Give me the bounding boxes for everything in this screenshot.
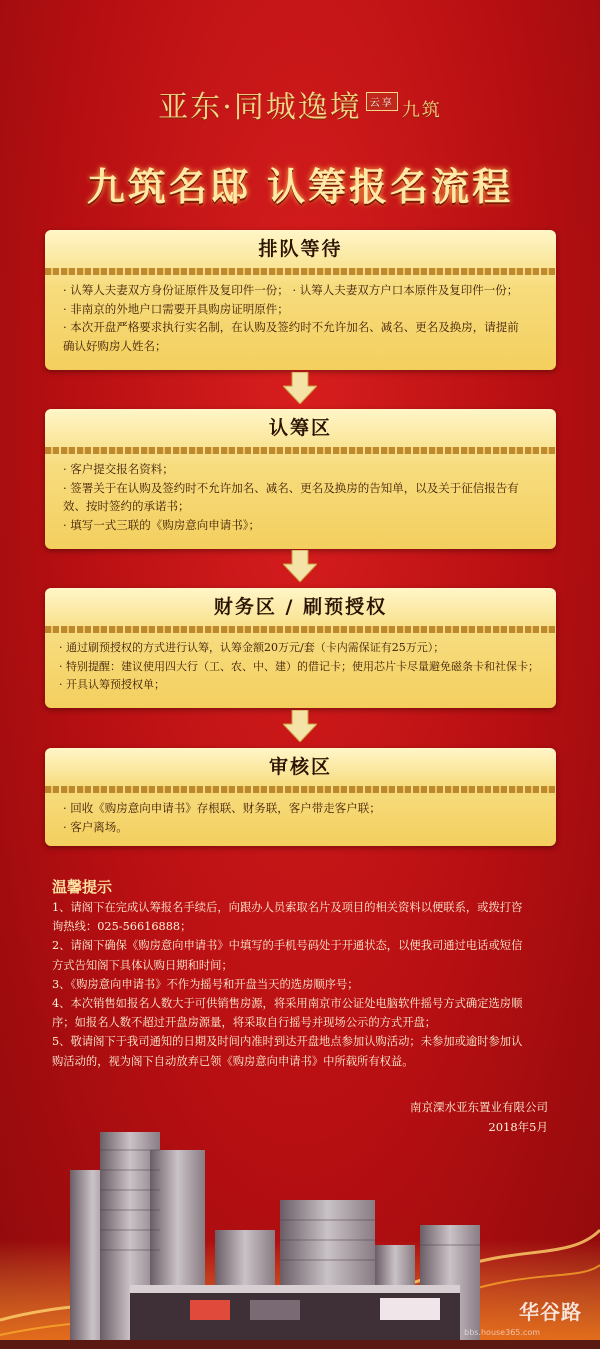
issue-date: 2018年5月 xyxy=(488,1120,548,1134)
step-title: 排队等待 xyxy=(258,238,343,260)
step-line: 确认好购房人姓名； xyxy=(63,338,167,353)
tip-line: 2、请阁下确保《购房意向申请书》中填写的手机号码处于开通状态，以便我司通过电话或短信 xyxy=(52,939,523,953)
building-illustration xyxy=(0,1120,600,1349)
tip-line: 序；如报名人数不超过开盘房源量，将采取自行摇号并现场公示的方式开盘； xyxy=(52,1016,437,1030)
down-arrow-icon xyxy=(283,372,317,404)
brand-seal: 云享 xyxy=(366,92,398,111)
brand-logo xyxy=(0,82,600,126)
panel-divider xyxy=(45,268,556,275)
tip-line: 购活动的，视为阁下自动放弃已领《购房意向申请书》中所载所有权益。 xyxy=(52,1054,414,1068)
panel-divider xyxy=(45,786,556,793)
step-line: 效、按时签约的承诺书； xyxy=(63,499,190,513)
tips-list xyxy=(52,898,552,1071)
tip-line: 4、本次销售如报名人数大于可供销售房源，将采用南京市公证处电脑软件摇号方式确定选房顺 xyxy=(52,997,523,1011)
down-arrow-icon xyxy=(283,710,317,742)
step-line: · 客户离场。 xyxy=(63,819,128,834)
brand-sub: 九筑 xyxy=(401,100,442,121)
step-line: · 特别提醒：建议使用四大行（工、农、中、建）的借记卡；使用芯片卡尽量避免磁条卡和社保卡； xyxy=(59,659,539,673)
step-line: · 非南京的外地户口需要开具购房证明原件； xyxy=(63,301,289,316)
step-body xyxy=(45,793,556,844)
watermark-url: bbs.house365.com xyxy=(464,1328,540,1337)
step-panel-review xyxy=(45,748,556,846)
tip-line: 1、请阁下在完成认筹报名手续后，向跟办人员索取名片及项目的相关资料以便联系，或拨打咨 xyxy=(52,901,523,914)
tip-line: 方式告知阁下具体认购日期和时间； xyxy=(52,958,233,972)
step-panel-registration xyxy=(45,409,556,549)
step-line: · 回收《购房意向申请书》存根联、财务联，客户带走客户联； xyxy=(63,801,381,815)
step-title: 审核区 xyxy=(268,756,332,778)
step-line: · 开具认筹预授权单； xyxy=(59,678,165,691)
panel-divider xyxy=(45,626,556,633)
tips-title: 温馨提示 xyxy=(52,878,113,896)
step-line: · 认筹人夫妻双方身份证原件及复印件一份； · 认筹人夫妻双方户口本原件及复印件一份； xyxy=(63,283,519,297)
brand-name: 亚东·同城逸境 xyxy=(158,90,362,125)
step-line: · 本次开盘严格要求执行实名制，在认购及签约时不允许加名、减名、更名及换房，请提前 xyxy=(63,320,519,334)
step-title: 财务区 / 刷预授权 xyxy=(213,596,388,618)
step-body xyxy=(45,275,556,363)
tip-line: 3、《购房意向申请书》不作为摇号和开盘当天的选房顺序号； xyxy=(52,977,359,991)
down-arrow-icon xyxy=(283,550,317,582)
panel-divider xyxy=(45,447,556,454)
step-line: · 填写一式三联的《购房意向申请书》； xyxy=(63,517,261,532)
page-title: 九筑名邸 认筹报名流程 xyxy=(86,164,514,209)
step-line: · 客户提交报名资料； xyxy=(63,462,174,476)
step-panel-queue xyxy=(45,230,556,370)
tip-line: 5、敬请阁下于我司通知的日期及时间内准时到达开盘地点参加认购活动；未参加或逾时参加认 xyxy=(52,1035,523,1049)
step-line: · 签署关于在认购及签约时不允许加名、减名、更名及换房的告知单，以及关于征信报告有 xyxy=(63,480,519,495)
company-name: 南京溧水亚东置业有限公司 xyxy=(410,1100,548,1114)
watermark-logo: 华谷路 xyxy=(519,1300,582,1324)
step-line: · 通过刷预授权的方式进行认筹，认筹金额20万元/套（卡内需保证有25万元）； xyxy=(59,641,445,654)
step-body xyxy=(45,633,556,703)
tip-line: 询热线：025-56616888； xyxy=(52,920,192,934)
step-title: 认筹区 xyxy=(268,417,332,439)
step-body xyxy=(45,454,556,542)
step-panel-finance xyxy=(45,588,556,708)
